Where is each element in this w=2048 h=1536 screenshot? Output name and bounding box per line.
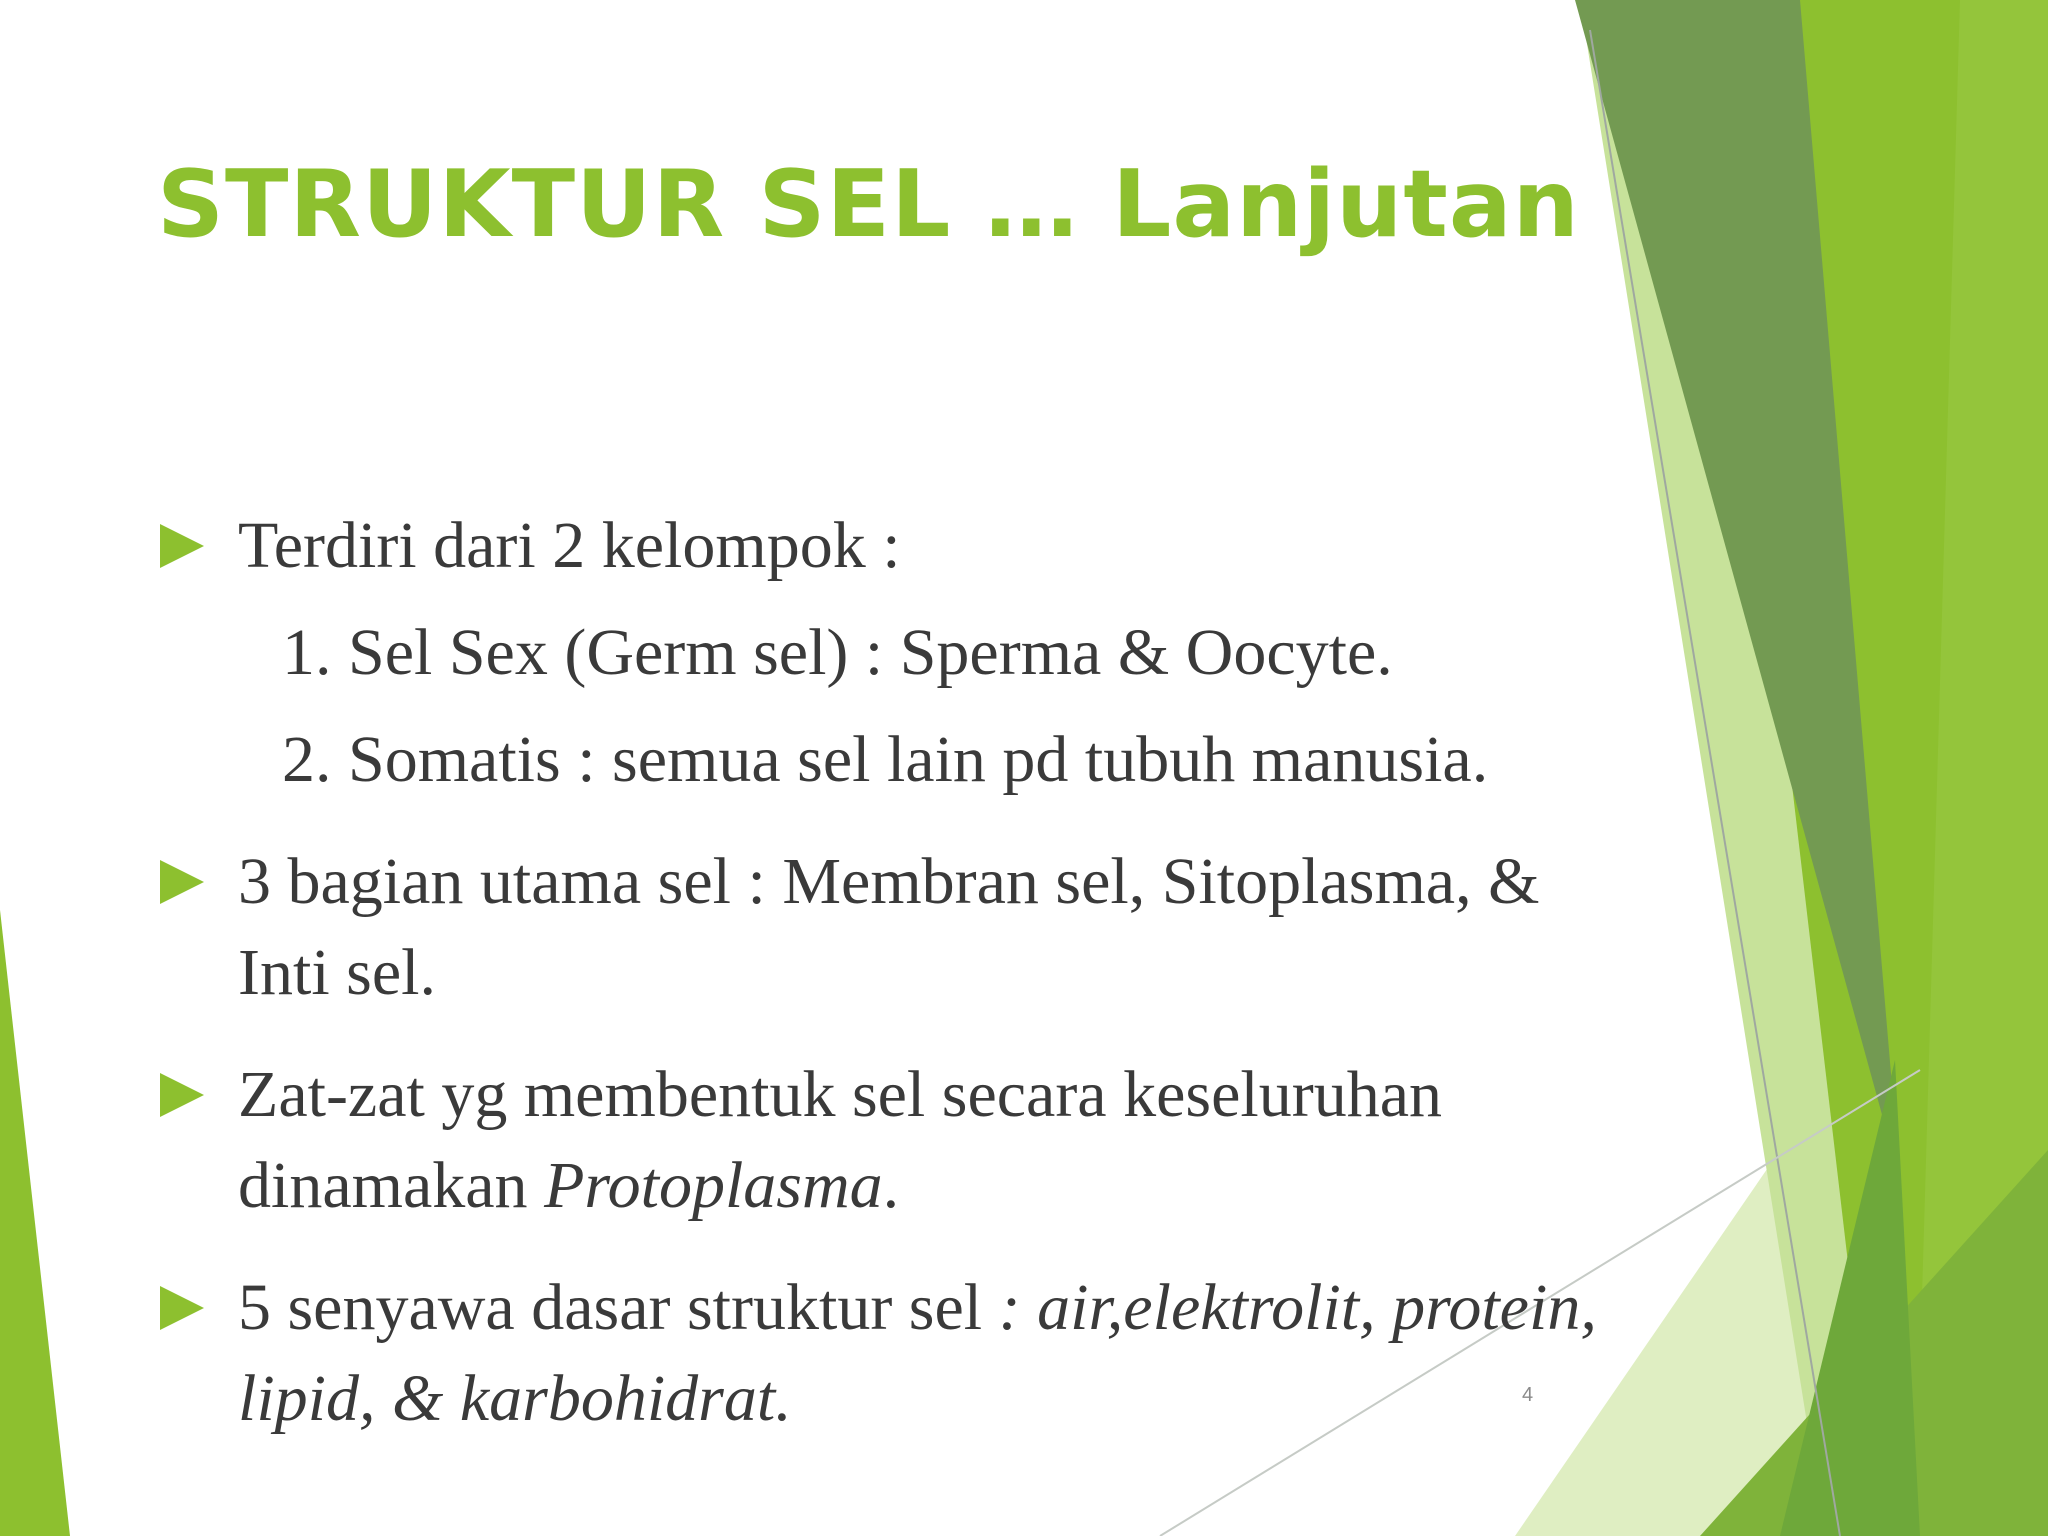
left-green-sliver <box>0 910 70 1536</box>
bullet-item <box>160 500 1620 591</box>
bullet-text-suffix: . <box>882 1149 900 1222</box>
triangle-right-icon <box>160 1286 204 1330</box>
slide-title: STRUKTUR SEL … Lanjutan <box>157 150 1580 258</box>
page-number: 4 <box>1522 1384 1534 1406</box>
bullet-text: 3 bagian utama sel : Membran sel, Sitoplasma, & Inti sel. <box>238 845 1540 1009</box>
bullet-item <box>160 836 1620 1018</box>
bullet-italic-term: Protoplasma <box>544 1149 883 1222</box>
bullet-item <box>160 1049 1620 1231</box>
sub-item: 1. Sel Sex (Germ sel) : Sperma & Oocyte. <box>282 616 1393 689</box>
sub-item: 2. Somatis : semua sel lain pd tubuh manusia. <box>282 723 1489 796</box>
bullet-text: Zat-zat yg membentuk sel secara keseluruhan dinamakan <box>238 1058 1442 1222</box>
bullet-text: 5 senyawa dasar struktur sel <box>238 1271 999 1344</box>
bullet-item <box>160 1262 1620 1444</box>
bullet-list <box>160 500 1620 1444</box>
triangle-right-icon <box>160 1073 204 1117</box>
bullet-italic-term: : air,elektrolit, protein, lipid, & karbohidrat <box>238 1271 1597 1435</box>
triangle-right-icon <box>160 524 204 568</box>
triangle-right-icon <box>160 860 204 904</box>
bullet-text-suffix: . <box>775 1362 792 1435</box>
bullet-text: Terdiri dari 2 kelompok : <box>238 509 901 582</box>
